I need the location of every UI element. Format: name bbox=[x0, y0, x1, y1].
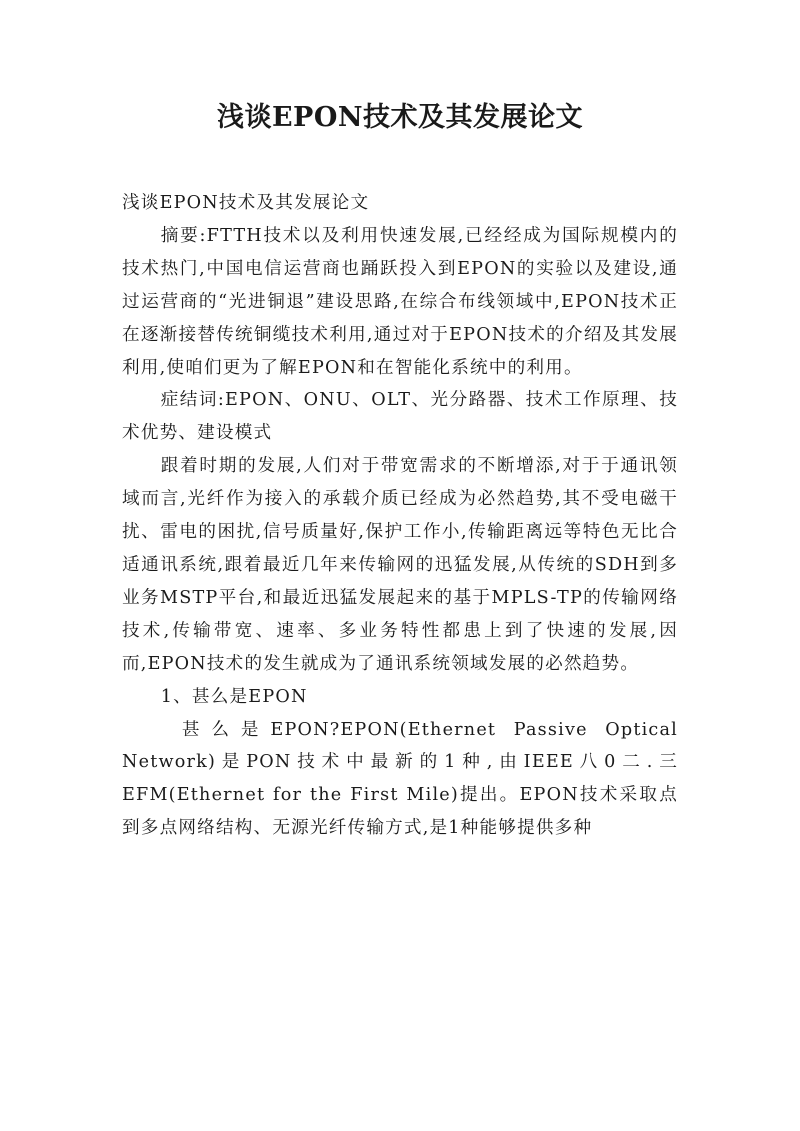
keywords-paragraph: 症结词:EPON、ONU、OLT、光分路器、技术工作原理、技术优势、建设模式 bbox=[122, 390, 678, 444]
document-title: 浅谈EPON技术及其发展论文 bbox=[216, 102, 584, 133]
subtitle-line: 浅谈EPON技术及其发展论文 bbox=[122, 193, 370, 213]
intro-paragraph: 跟着时期的发展,人们对于带宽需求的不断增添,对于于通讯领域而言,光纤作为接入的承载介质已经成为必然趋势,其不受电磁干扰、雷电的困扰,信号质量好,保护工作小,传输距离远等特色无比合适通讯系统,跟着最近几年来传输网的迅猛发展,从传统的SDH到多业务MSTP平台,和最近迅猛发展起来的基于MPLS-TP的传输网络技术,传输带宽、速率、多业务特性都患上到了快速的发展,因而,EPON技术的发生就成为了通讯系统领域发展的必然趋势。 bbox=[122, 456, 678, 674]
abstract-paragraph: 摘要:FTTH技术以及利用快速发展,已经经成为国际规模内的技术热门,中国电信运营商也踊跃投入到EPON的实验以及建设,通过运营商的“光进铜退”建设思路,在综合布线领域中,EPON技术正在逐渐接替传统铜缆技术利用,通过对于EPON技术的介绍及其发展利用,使咱们更为了解EPON和在智能化系统中的利用。 bbox=[122, 225, 678, 378]
section-heading: 1、甚么是EPON bbox=[160, 686, 308, 707]
document-body bbox=[122, 187, 678, 845]
section-paragraph: 甚么是EPON?EPON(Ethernet Passive Optical Network)是PON技术中最新的1种,由IEEE八0二.三EFM(Ethernet for the First Mile)提出。EPON技术采取点到多点网络结构、无源光纤传输方式,是1种能够提供多种 bbox=[122, 719, 678, 839]
